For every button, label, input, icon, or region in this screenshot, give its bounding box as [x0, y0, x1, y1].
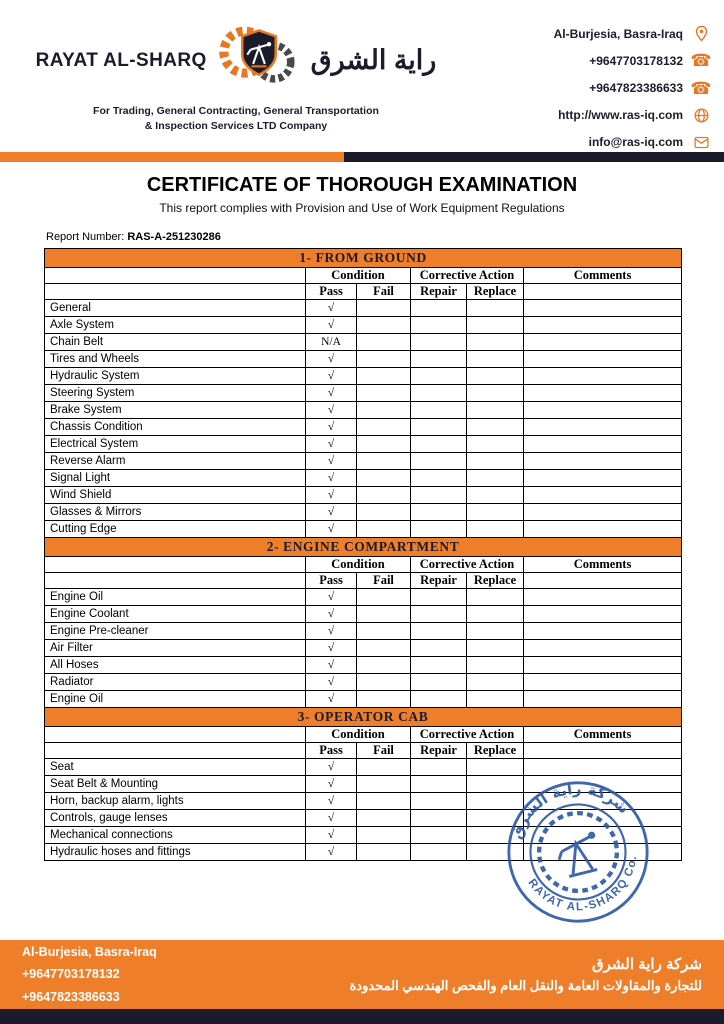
item-name-cell: Reverse Alarm	[45, 453, 306, 470]
page-title: CERTIFICATE OF THOROUGH EXAMINATION	[146, 174, 578, 196]
comments-cell	[524, 504, 682, 521]
repair-cell	[411, 674, 467, 691]
footer	[0, 940, 724, 1024]
pass-cell: √	[306, 589, 357, 606]
comments-header: Comments	[524, 268, 682, 284]
replace-cell	[467, 589, 524, 606]
contact-item	[470, 51, 710, 70]
repair-cell	[411, 810, 467, 827]
fail-cell	[357, 691, 411, 708]
replace-cell	[467, 351, 524, 368]
pass-cell: √	[306, 827, 357, 844]
table-row	[45, 317, 682, 334]
comments-subheader-cell	[524, 743, 682, 759]
replace-cell	[467, 300, 524, 317]
item-name-cell: Engine Coolant	[45, 606, 306, 623]
replace-cell	[467, 640, 524, 657]
item-name-cell: General	[45, 300, 306, 317]
pass-cell: √	[306, 623, 357, 640]
item-name-cell: Wind Shield	[45, 487, 306, 504]
corrective-action-header: Corrective Action	[411, 268, 524, 284]
condition-header: Condition	[306, 557, 411, 573]
comments-subheader-cell	[524, 284, 682, 300]
repair-cell	[411, 402, 467, 419]
footer-address: Al-Burjesia, Basra-Iraq	[22, 944, 157, 959]
column-group-header	[45, 557, 682, 573]
pass-header: Pass	[306, 284, 357, 300]
repair-cell	[411, 334, 467, 351]
fail-cell	[357, 470, 411, 487]
table-row	[45, 691, 682, 708]
item-name-cell: Hydraulic hoses and fittings	[45, 844, 306, 861]
item-name-cell: Air Filter	[45, 640, 306, 657]
pass-cell: √	[306, 844, 357, 861]
comments-cell	[524, 521, 682, 538]
comments-cell	[524, 453, 682, 470]
condition-header: Condition	[306, 727, 411, 743]
section-header	[45, 708, 682, 727]
fail-cell	[357, 504, 411, 521]
contact-text: Al-Burjesia, Basra-Iraq	[553, 26, 683, 41]
divider-orange-segment	[0, 152, 344, 162]
replace-header: Replace	[467, 573, 524, 589]
examination-table	[44, 248, 682, 861]
fail-cell	[357, 402, 411, 419]
item-header-cell	[45, 557, 306, 573]
section-title: 1- FROM GROUND	[45, 249, 682, 268]
table-row	[45, 657, 682, 674]
replace-cell	[467, 419, 524, 436]
fail-cell	[357, 589, 411, 606]
repair-cell	[411, 521, 467, 538]
replace-cell	[467, 657, 524, 674]
company-emblem-icon	[213, 20, 305, 101]
comments-header: Comments	[524, 557, 682, 573]
replace-cell	[467, 436, 524, 453]
replace-cell	[467, 504, 524, 521]
table-row	[45, 436, 682, 453]
fail-cell	[357, 776, 411, 793]
comments-cell	[524, 419, 682, 436]
phone-icon: ☎	[690, 51, 712, 71]
comments-cell	[524, 657, 682, 674]
comments-cell	[524, 385, 682, 402]
item-name-cell: Chassis Condition	[45, 419, 306, 436]
fail-cell	[357, 317, 411, 334]
repair-cell	[411, 827, 467, 844]
section-title: 2- ENGINE COMPARTMENT	[45, 538, 682, 557]
fail-cell	[357, 453, 411, 470]
replace-cell	[467, 402, 524, 419]
replace-cell	[467, 385, 524, 402]
pass-cell: √	[306, 453, 357, 470]
repair-cell	[411, 436, 467, 453]
repair-cell	[411, 657, 467, 674]
footer-phone-2: +9647823386633	[22, 989, 120, 1004]
footer-contact-block	[22, 941, 157, 1009]
comments-cell	[524, 589, 682, 606]
column-sub-header	[45, 573, 682, 589]
footer-company-desc-ar: للتجارة والمقاولات العامة والنقل العام والفحص الهندسي المحدودة	[349, 978, 702, 993]
item-subheader-cell	[45, 743, 306, 759]
table-row	[45, 368, 682, 385]
item-name-cell: Signal Light	[45, 470, 306, 487]
fail-cell	[357, 436, 411, 453]
pass-header: Pass	[306, 573, 357, 589]
condition-header: Condition	[306, 268, 411, 284]
corrective-action-header: Corrective Action	[411, 557, 524, 573]
fail-header: Fail	[357, 573, 411, 589]
stamp-english-text: RAYAT AL-SHARQ Co.	[525, 854, 640, 914]
corrective-action-header: Corrective Action	[411, 727, 524, 743]
repair-cell	[411, 317, 467, 334]
fail-cell	[357, 623, 411, 640]
fail-cell	[357, 640, 411, 657]
comments-cell	[524, 691, 682, 708]
logo-row	[36, 20, 436, 101]
repair-cell	[411, 453, 467, 470]
item-name-cell: Engine Pre-cleaner	[45, 623, 306, 640]
table-row	[45, 759, 682, 776]
pass-cell: √	[306, 776, 357, 793]
pass-cell: √	[306, 657, 357, 674]
footer-company-name-ar: شركة راية الشرق	[591, 956, 702, 973]
section-header	[45, 249, 682, 268]
item-header-cell	[45, 268, 306, 284]
table-row	[45, 623, 682, 640]
section-header	[45, 538, 682, 557]
pass-cell: √	[306, 674, 357, 691]
fail-cell	[357, 300, 411, 317]
tagline-line1: For Trading, General Contracting, General Transportation	[93, 105, 379, 117]
contact-item	[470, 133, 710, 152]
contact-list	[470, 20, 710, 152]
item-name-cell: Electrical System	[45, 436, 306, 453]
section-title: 3- OPERATOR CAB	[45, 708, 682, 727]
item-name-cell: Chain Belt	[45, 334, 306, 351]
replace-cell	[467, 674, 524, 691]
fail-cell	[357, 487, 411, 504]
replace-cell	[467, 606, 524, 623]
pass-cell: √	[306, 810, 357, 827]
contact-text: info@ras-iq.com	[588, 135, 683, 150]
pass-cell: √	[306, 470, 357, 487]
pass-cell: √	[306, 640, 357, 657]
location-icon	[692, 25, 710, 43]
item-name-cell: Steering System	[45, 385, 306, 402]
replace-cell	[467, 691, 524, 708]
fail-cell	[357, 810, 411, 827]
repair-cell	[411, 606, 467, 623]
mail-icon	[692, 133, 710, 151]
item-name-cell: Tires and Wheels	[45, 351, 306, 368]
report-number-label: Report Number:	[46, 231, 125, 243]
item-name-cell: Mechanical connections	[45, 827, 306, 844]
repair-cell	[411, 351, 467, 368]
contact-text: http://www.ras-iq.com	[558, 108, 683, 123]
company-tagline	[36, 104, 436, 133]
repair-cell	[411, 844, 467, 861]
header	[0, 0, 724, 152]
fail-cell	[357, 844, 411, 861]
pass-cell: N/A	[306, 334, 357, 351]
item-name-cell: Seat Belt & Mounting	[45, 776, 306, 793]
item-name-cell: Engine Oil	[45, 589, 306, 606]
fail-cell	[357, 606, 411, 623]
fail-cell	[357, 759, 411, 776]
comments-cell	[524, 470, 682, 487]
item-name-cell: Radiator	[45, 674, 306, 691]
fail-header: Fail	[357, 743, 411, 759]
pass-cell: √	[306, 402, 357, 419]
table-row	[45, 402, 682, 419]
pass-cell: √	[306, 436, 357, 453]
fail-cell	[357, 351, 411, 368]
fail-cell	[357, 385, 411, 402]
pass-cell: √	[306, 351, 357, 368]
fail-cell	[357, 334, 411, 351]
item-name-cell: Seat	[45, 759, 306, 776]
comments-cell	[524, 351, 682, 368]
pass-cell: √	[306, 317, 357, 334]
item-name-cell: Brake System	[45, 402, 306, 419]
contact-text: +9647703178132	[589, 53, 683, 68]
repair-cell	[411, 487, 467, 504]
comments-cell	[524, 334, 682, 351]
item-header-cell	[45, 727, 306, 743]
column-group-header	[45, 727, 682, 743]
item-subheader-cell	[45, 573, 306, 589]
fail-cell	[357, 521, 411, 538]
item-name-cell: Controls, gauge lenses	[45, 810, 306, 827]
pass-cell: √	[306, 385, 357, 402]
repair-header: Repair	[411, 284, 467, 300]
repair-cell	[411, 470, 467, 487]
column-sub-header	[45, 284, 682, 300]
table-row	[45, 351, 682, 368]
report-number-value: RAS-A-251230286	[127, 231, 221, 243]
pass-cell: √	[306, 793, 357, 810]
footer-orange-band	[0, 940, 724, 1009]
report-number-line	[46, 231, 724, 243]
replace-cell	[467, 487, 524, 504]
table-row	[45, 589, 682, 606]
pass-cell: √	[306, 691, 357, 708]
item-name-cell: Glasses & Mirrors	[45, 504, 306, 521]
replace-cell	[467, 470, 524, 487]
table-row	[45, 300, 682, 317]
column-sub-header	[45, 743, 682, 759]
contact-item	[470, 24, 710, 43]
comments-cell	[524, 606, 682, 623]
fail-cell	[357, 368, 411, 385]
repair-cell	[411, 640, 467, 657]
table-row	[45, 606, 682, 623]
table-row	[45, 470, 682, 487]
replace-cell	[467, 453, 524, 470]
header-divider-bar	[0, 152, 724, 162]
repair-cell	[411, 691, 467, 708]
company-name-ar: راية الشرق	[310, 45, 437, 75]
fail-cell	[357, 657, 411, 674]
repair-cell	[411, 793, 467, 810]
item-name-cell: Hydraulic System	[45, 368, 306, 385]
pass-header: Pass	[306, 743, 357, 759]
table-row	[45, 640, 682, 657]
footer-dark-band	[0, 1009, 724, 1024]
table-row	[45, 385, 682, 402]
divider-dark-segment	[344, 152, 724, 162]
repair-header: Repair	[411, 573, 467, 589]
pass-cell: √	[306, 419, 357, 436]
pass-cell: √	[306, 521, 357, 538]
replace-cell	[467, 334, 524, 351]
footer-arabic-block	[350, 955, 703, 994]
replace-cell	[467, 623, 524, 640]
repair-cell	[411, 385, 467, 402]
pass-cell: √	[306, 606, 357, 623]
comments-cell	[524, 640, 682, 657]
replace-cell	[467, 317, 524, 334]
table-row	[45, 487, 682, 504]
contact-text: +9647823386633	[589, 81, 683, 95]
stamp-pumpjack-icon	[555, 836, 598, 878]
table-row	[45, 521, 682, 538]
pass-cell: √	[306, 487, 357, 504]
column-group-header	[45, 268, 682, 284]
item-name-cell: Axle System	[45, 317, 306, 334]
pass-cell: √	[306, 759, 357, 776]
comments-cell	[524, 674, 682, 691]
item-name-cell: Horn, backup alarm, lights	[45, 793, 306, 810]
repair-cell	[411, 623, 467, 640]
phone-icon: ☎	[690, 78, 712, 98]
pass-cell: √	[306, 300, 357, 317]
comments-cell	[524, 368, 682, 385]
comments-header: Comments	[524, 727, 682, 743]
fail-header: Fail	[357, 284, 411, 300]
pass-cell: √	[306, 504, 357, 521]
comments-subheader-cell	[524, 573, 682, 589]
company-logo	[36, 20, 436, 152]
fail-cell	[357, 674, 411, 691]
replace-cell	[467, 368, 524, 385]
comments-cell	[524, 317, 682, 334]
stamp-arabic-text: شركة راية الشرق	[507, 779, 633, 842]
repair-cell	[411, 504, 467, 521]
repair-cell	[411, 419, 467, 436]
item-name-cell: Cutting Edge	[45, 521, 306, 538]
item-name-cell: Engine Oil	[45, 691, 306, 708]
comments-cell	[524, 487, 682, 504]
comments-cell	[524, 402, 682, 419]
subtitle: This report complies with Provision and Use of Work Equipment Regulations	[159, 201, 565, 215]
repair-header: Repair	[411, 743, 467, 759]
comments-cell	[524, 300, 682, 317]
fail-cell	[357, 793, 411, 810]
replace-cell	[467, 521, 524, 538]
replace-header: Replace	[467, 743, 524, 759]
table-row	[45, 504, 682, 521]
contact-item	[470, 78, 710, 97]
replace-header: Replace	[467, 284, 524, 300]
item-subheader-cell	[45, 284, 306, 300]
repair-cell	[411, 300, 467, 317]
repair-cell	[411, 776, 467, 793]
table-row	[45, 453, 682, 470]
globe-icon	[692, 106, 710, 124]
table-row	[45, 419, 682, 436]
replace-cell	[467, 759, 524, 776]
comments-cell	[524, 436, 682, 453]
fail-cell	[357, 827, 411, 844]
tagline-line2: & Inspection Services LTD Company	[144, 119, 328, 132]
footer-phone-1: +9647703178132	[22, 967, 120, 982]
repair-cell	[411, 368, 467, 385]
fail-cell	[357, 419, 411, 436]
item-name-cell: All Hoses	[45, 657, 306, 674]
table-row	[45, 334, 682, 351]
contact-item	[470, 106, 710, 125]
table-row	[45, 674, 682, 691]
comments-cell	[524, 623, 682, 640]
repair-cell	[411, 759, 467, 776]
company-name-en: RAYAT AL-SHARQ	[35, 49, 207, 71]
replace-cell	[467, 776, 524, 793]
repair-cell	[411, 589, 467, 606]
pass-cell: √	[306, 368, 357, 385]
